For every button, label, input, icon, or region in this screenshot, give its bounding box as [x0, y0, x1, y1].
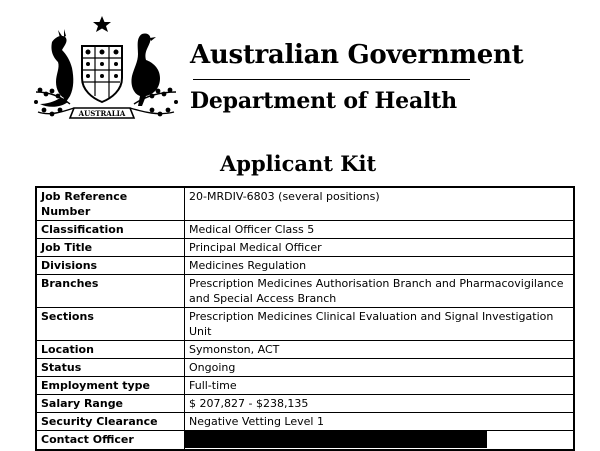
crest-banner-text: AUSTRALIA — [78, 109, 126, 118]
table-row — [36, 275, 574, 308]
row-label: Classification — [36, 221, 185, 239]
row-label: Status — [36, 359, 185, 377]
table-row — [36, 308, 574, 341]
table-row — [36, 239, 574, 257]
row-value: Symonston, ACT — [185, 341, 575, 359]
row-label: Salary Range — [36, 395, 185, 413]
coat-of-arms-icon — [30, 12, 182, 127]
table-row — [36, 359, 574, 377]
document-header — [0, 0, 600, 140]
table-row — [36, 395, 574, 413]
government-title: Australian Government — [190, 40, 524, 70]
row-value: Ongoing — [185, 359, 575, 377]
row-value: $ 207,827 - $238,135 — [185, 395, 575, 413]
row-value: Principal Medical Officer — [185, 239, 575, 257]
row-label: Location — [36, 341, 185, 359]
row-label: Security Clearance — [36, 413, 185, 431]
redaction-bar — [185, 431, 487, 448]
table-row — [36, 187, 574, 221]
row-label: Job Title — [36, 239, 185, 257]
header-divider — [193, 79, 470, 80]
page-title: Applicant Kit — [220, 151, 377, 176]
row-label: Sections — [36, 308, 185, 341]
row-value: Medical Officer Class 5 — [185, 221, 575, 239]
department-title: Department of Health — [190, 88, 457, 114]
row-value: Full-time — [185, 377, 575, 395]
table-row — [36, 221, 574, 239]
row-value: Prescription Medicines Authorisation Branch and Pharmacovigilance and Special Access Branch — [185, 275, 575, 308]
table-row — [36, 341, 574, 359]
row-value: Prescription Medicines Clinical Evaluation and Signal Investigation Unit — [185, 308, 575, 341]
table-row — [36, 377, 574, 395]
table-row — [36, 431, 574, 451]
row-label: Branches — [36, 275, 185, 308]
contact-officer-value — [185, 431, 575, 451]
table-row — [36, 257, 574, 275]
row-label: Employment type — [36, 377, 185, 395]
row-label: Contact Officer — [36, 431, 185, 451]
row-label: Divisions — [36, 257, 185, 275]
job-details-table — [35, 186, 575, 451]
row-value: Medicines Regulation — [185, 257, 575, 275]
table-row — [36, 413, 574, 431]
row-value: Negative Vetting Level 1 — [185, 413, 575, 431]
row-label: Job Reference Number — [36, 187, 185, 221]
row-value: 20-MRDIV-6803 (several positions) — [185, 187, 575, 221]
